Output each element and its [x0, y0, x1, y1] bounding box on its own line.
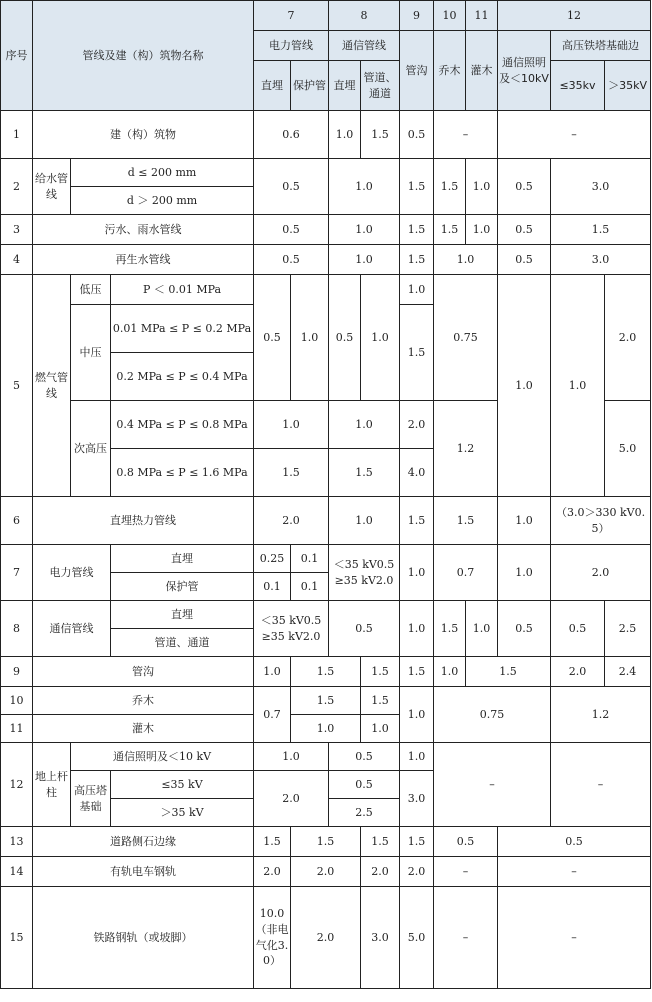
row-8-gt35: 2.5 [605, 601, 651, 657]
row-5-power-direct: 0.5 [254, 275, 291, 401]
header-tree: 乔木 [434, 31, 466, 111]
row-5-mid-label: 中压 [71, 305, 111, 401]
row-3-shrub: 1.0 [466, 215, 498, 245]
row-13-power-protect: 1.5 [291, 827, 361, 857]
row-14-power-protect: 2.0 [291, 857, 361, 887]
row-4-power: 0.5 [254, 245, 329, 275]
row-12-telecom-light: 0.5 [329, 743, 400, 771]
row-4-duct: 1.5 [400, 245, 434, 275]
row-9-seq: 9 [1, 657, 33, 687]
row-12-le35-label: ≤35 kV [111, 771, 254, 799]
row-5-gt35-sub: 5.0 [605, 401, 651, 497]
row-14-power-direct: 2.0 [254, 857, 291, 887]
header-tower: 高压铁塔基础边 [551, 31, 651, 61]
header-col-10: 10 [434, 1, 466, 31]
row-9-tree: 1.0 [434, 657, 466, 687]
row-7-sub-2: 保护管 [111, 573, 254, 601]
row-12-duct-light: 1.0 [400, 743, 434, 771]
row-5-duct-sub-2: 4.0 [400, 449, 434, 497]
row-7-tree-shrub: 0.7 [434, 545, 498, 601]
row-2-tree: 1.5 [434, 159, 466, 215]
row-7-power-b1: 0.1 [291, 545, 329, 573]
row-4-telecom: 1.0 [329, 245, 400, 275]
row-7-power-a2: 0.1 [254, 573, 291, 601]
row-3-power: 0.5 [254, 215, 329, 245]
row-14-col12: – [498, 857, 651, 887]
row-5-light: 1.0 [498, 275, 551, 497]
row-9-power-protect: 1.5 [291, 657, 361, 687]
row-15-duct: 5.0 [400, 887, 434, 989]
row-8-duct: 1.0 [400, 601, 434, 657]
row-6-tree-shrub: 1.5 [434, 497, 498, 545]
row-1-col12: – [498, 111, 651, 159]
row-1-name: 建（构）筑物 [33, 111, 254, 159]
header-tower-le35: ≤35kv [551, 61, 605, 111]
row-5-sub-label: 次高压 [71, 401, 111, 497]
row-5-tree-mid: 0.75 [434, 275, 498, 401]
row-12-power-light: 1.0 [254, 743, 329, 771]
row-14-duct: 2.0 [400, 857, 434, 887]
row-2-power: 0.5 [254, 159, 329, 215]
row-15-tree-shrub: – [434, 887, 498, 989]
row-7-duct: 1.0 [400, 545, 434, 601]
row-10-tree-shrub: 0.75 [434, 687, 551, 743]
row-5-telecom-duct: 1.0 [361, 275, 400, 401]
header-shrub: 灌木 [466, 31, 498, 111]
row-9-name: 管沟 [33, 657, 254, 687]
row-8-tree: 1.5 [434, 601, 466, 657]
row-12-telecom-le35: 0.5 [329, 771, 400, 799]
row-12-tree-shrub: – [434, 743, 551, 827]
row-7-sub-1: 直埋 [111, 545, 254, 573]
row-15-power-protect: 2.0 [291, 887, 361, 989]
row-8-power: ＜35 kV0.5 ≥35 kV2.0 [254, 601, 329, 657]
row-7-seq: 7 [1, 545, 33, 601]
row-8-seq: 8 [1, 601, 33, 657]
row-10-name: 乔木 [33, 687, 254, 715]
row-1-seq: 1 [1, 111, 33, 159]
row-15-col12: – [498, 887, 651, 989]
row-10-col12: 1.2 [551, 687, 651, 743]
row-8-telecom: 0.5 [329, 601, 400, 657]
header-col-12: 12 [498, 1, 651, 31]
row-13-power-direct: 1.5 [254, 827, 291, 857]
row-3-telecom: 1.0 [329, 215, 400, 245]
row-12-gt35-label: ＞35 kV [111, 799, 254, 827]
row-8-light: 0.5 [498, 601, 551, 657]
row-9-tower: 2.4 [605, 657, 651, 687]
row-5-power-protect: 1.0 [291, 275, 329, 401]
row-9-telecom-duct: 1.5 [361, 657, 400, 687]
row-10-power: 0.7 [254, 687, 291, 743]
row-10-seq: 10 [1, 687, 33, 715]
row-6-light: 1.0 [498, 497, 551, 545]
row-4-light: 0.5 [498, 245, 551, 275]
row-13-duct: 1.5 [400, 827, 434, 857]
header-col-7: 7 [254, 1, 329, 31]
row-14-tree-shrub: – [434, 857, 498, 887]
row-5-low-label: 低压 [71, 275, 111, 305]
header-lighting: 通信照明及＜10kV [498, 31, 551, 111]
row-5-p-mid-2: 0.2 MPa ≤ P ≤ 0.4 MPa [111, 353, 254, 401]
row-3-light: 0.5 [498, 215, 551, 245]
row-1-duct: 0.5 [400, 111, 434, 159]
row-3-tower: 1.5 [551, 215, 651, 245]
row-4-tower: 3.0 [551, 245, 651, 275]
row-15-telecom-duct: 3.0 [361, 887, 400, 989]
row-5-duct-mid: 1.5 [400, 305, 434, 401]
row-1-tree-shrub: – [434, 111, 498, 159]
row-15-seq: 15 [1, 887, 33, 989]
row-8-sub-2: 管道、通道 [111, 629, 254, 657]
header-telecom-ductway: 管道、通道 [361, 61, 400, 111]
row-9-light: 2.0 [551, 657, 605, 687]
row-5-p-sub-1: 0.4 MPa ≤ P ≤ 0.8 MPa [111, 401, 254, 449]
row-8-sub-1: 直埋 [111, 601, 254, 629]
row-5-le35: 1.0 [551, 275, 605, 497]
row-8-name: 通信管线 [33, 601, 111, 657]
row-6-seq: 6 [1, 497, 33, 545]
row-8-shrub: 1.0 [466, 601, 498, 657]
row-13-seq: 13 [1, 827, 33, 857]
header-name: 管线及建（构）筑物名称 [33, 1, 254, 111]
row-12-duct-tower: 3.0 [400, 771, 434, 827]
row-1-telecom-direct: 1.0 [329, 111, 361, 159]
row-5-gt35-mid: 2.0 [605, 275, 651, 401]
row-12-group: 地上杆柱 [33, 743, 71, 827]
row-9-power-direct: 1.0 [254, 657, 291, 687]
row-5-telecom-direct: 0.5 [329, 275, 361, 401]
row-11-telecom-a: 1.0 [291, 715, 361, 743]
row-6-name: 直埋热力管线 [33, 497, 254, 545]
row-4-tree-shrub: 1.0 [434, 245, 498, 275]
row-14-name: 有轨电车钢轨 [33, 857, 254, 887]
row-12-tower-label: 高压塔基础 [71, 771, 111, 827]
row-14-telecom-duct: 2.0 [361, 857, 400, 887]
row-2-shrub: 1.0 [466, 159, 498, 215]
row-10-telecom-a: 1.5 [291, 687, 361, 715]
row-7-light: 1.0 [498, 545, 551, 601]
header-duct: 管沟 [400, 31, 434, 111]
row-2-group: 给水管线 [33, 159, 71, 215]
row-1-power: 0.6 [254, 111, 329, 159]
header-power: 电力管线 [254, 31, 329, 61]
row-2-duct: 1.5 [400, 159, 434, 215]
row-5-sub-power-2: 1.5 [254, 449, 329, 497]
row-7-power-a1: 0.25 [254, 545, 291, 573]
row-2-tower: 3.0 [551, 159, 651, 215]
row-12-light-label: 通信照明及＜10 kV [71, 743, 254, 771]
row-13-tree-shrub: 0.5 [434, 827, 498, 857]
row-5-group: 燃气管线 [33, 275, 71, 497]
row-7-tower: 2.0 [551, 545, 651, 601]
row-6-power: 2.0 [254, 497, 329, 545]
row-5-duct-low: 1.0 [400, 275, 434, 305]
row-5-seq: 5 [1, 275, 33, 497]
row-7-telecom: ＜35 kV0.5 ≥35 kV2.0 [329, 545, 400, 601]
row-3-duct: 1.5 [400, 215, 434, 245]
row-13-name: 道路侧石边缘 [33, 827, 254, 857]
header-seq: 序号 [1, 1, 33, 111]
header-telecom-direct: 直埋 [329, 61, 361, 111]
header-telecom: 通信管线 [329, 31, 400, 61]
row-9-duct: 1.5 [400, 657, 434, 687]
row-5-duct-sub-1: 2.0 [400, 401, 434, 449]
row-2-light: 0.5 [498, 159, 551, 215]
row-4-name: 再生水管线 [33, 245, 254, 275]
row-6-duct: 1.5 [400, 497, 434, 545]
header-tower-gt35: ＞35kV [605, 61, 651, 111]
row-11-name: 灌木 [33, 715, 254, 743]
row-8-le35: 0.5 [551, 601, 605, 657]
row-5-p-mid-1: 0.01 MPa ≤ P ≤ 0.2 MPa [111, 305, 254, 353]
row-15-name: 铁路钢轨（或坡脚） [33, 887, 254, 989]
row-9-shrub: 1.5 [466, 657, 551, 687]
row-7-name: 电力管线 [33, 545, 111, 601]
row-12-power-tower: 2.0 [254, 771, 329, 827]
row-11-telecom-b: 1.0 [361, 715, 400, 743]
row-2-sub-1: d ≤ 200 mm [71, 159, 254, 187]
row-5-p-low: P ＜ 0.01 MPa [111, 275, 254, 305]
header-col-8: 8 [329, 1, 400, 31]
row-15-power-direct: 10.0（非电气化3.0） [254, 887, 291, 989]
row-14-seq: 14 [1, 857, 33, 887]
row-13-telecom-duct: 1.5 [361, 827, 400, 857]
row-13-col12: 0.5 [498, 827, 651, 857]
row-5-p-sub-2: 0.8 MPa ≤ P ≤ 1.6 MPa [111, 449, 254, 497]
row-7-power-b2: 0.1 [291, 573, 329, 601]
row-3-name: 污水、雨水管线 [33, 215, 254, 245]
row-12-col12: – [551, 743, 651, 827]
row-3-tree: 1.5 [434, 215, 466, 245]
row-2-telecom: 1.0 [329, 159, 400, 215]
row-11-seq: 11 [1, 715, 33, 743]
header-power-direct: 直埋 [254, 61, 291, 111]
row-12-telecom-gt35: 2.5 [329, 799, 400, 827]
row-10-duct: 1.0 [400, 687, 434, 743]
row-10-telecom-b: 1.5 [361, 687, 400, 715]
row-6-telecom: 1.0 [329, 497, 400, 545]
header-power-protect: 保护管 [291, 61, 329, 111]
header-col-11: 11 [466, 1, 498, 31]
row-5-sub-telecom-1: 1.0 [329, 401, 400, 449]
row-2-sub-2: d ＞ 200 mm [71, 187, 254, 215]
row-6-tower: （3.0＞330 kV0.5） [551, 497, 651, 545]
row-5-tree-sub: 1.2 [434, 401, 498, 497]
row-5-sub-telecom-2: 1.5 [329, 449, 400, 497]
row-5-sub-power-1: 1.0 [254, 401, 329, 449]
row-4-seq: 4 [1, 245, 33, 275]
header-col-9: 9 [400, 1, 434, 31]
row-12-seq: 12 [1, 743, 33, 827]
row-2-seq: 2 [1, 159, 33, 215]
row-1-telecom-duct: 1.5 [361, 111, 400, 159]
row-3-seq: 3 [1, 215, 33, 245]
